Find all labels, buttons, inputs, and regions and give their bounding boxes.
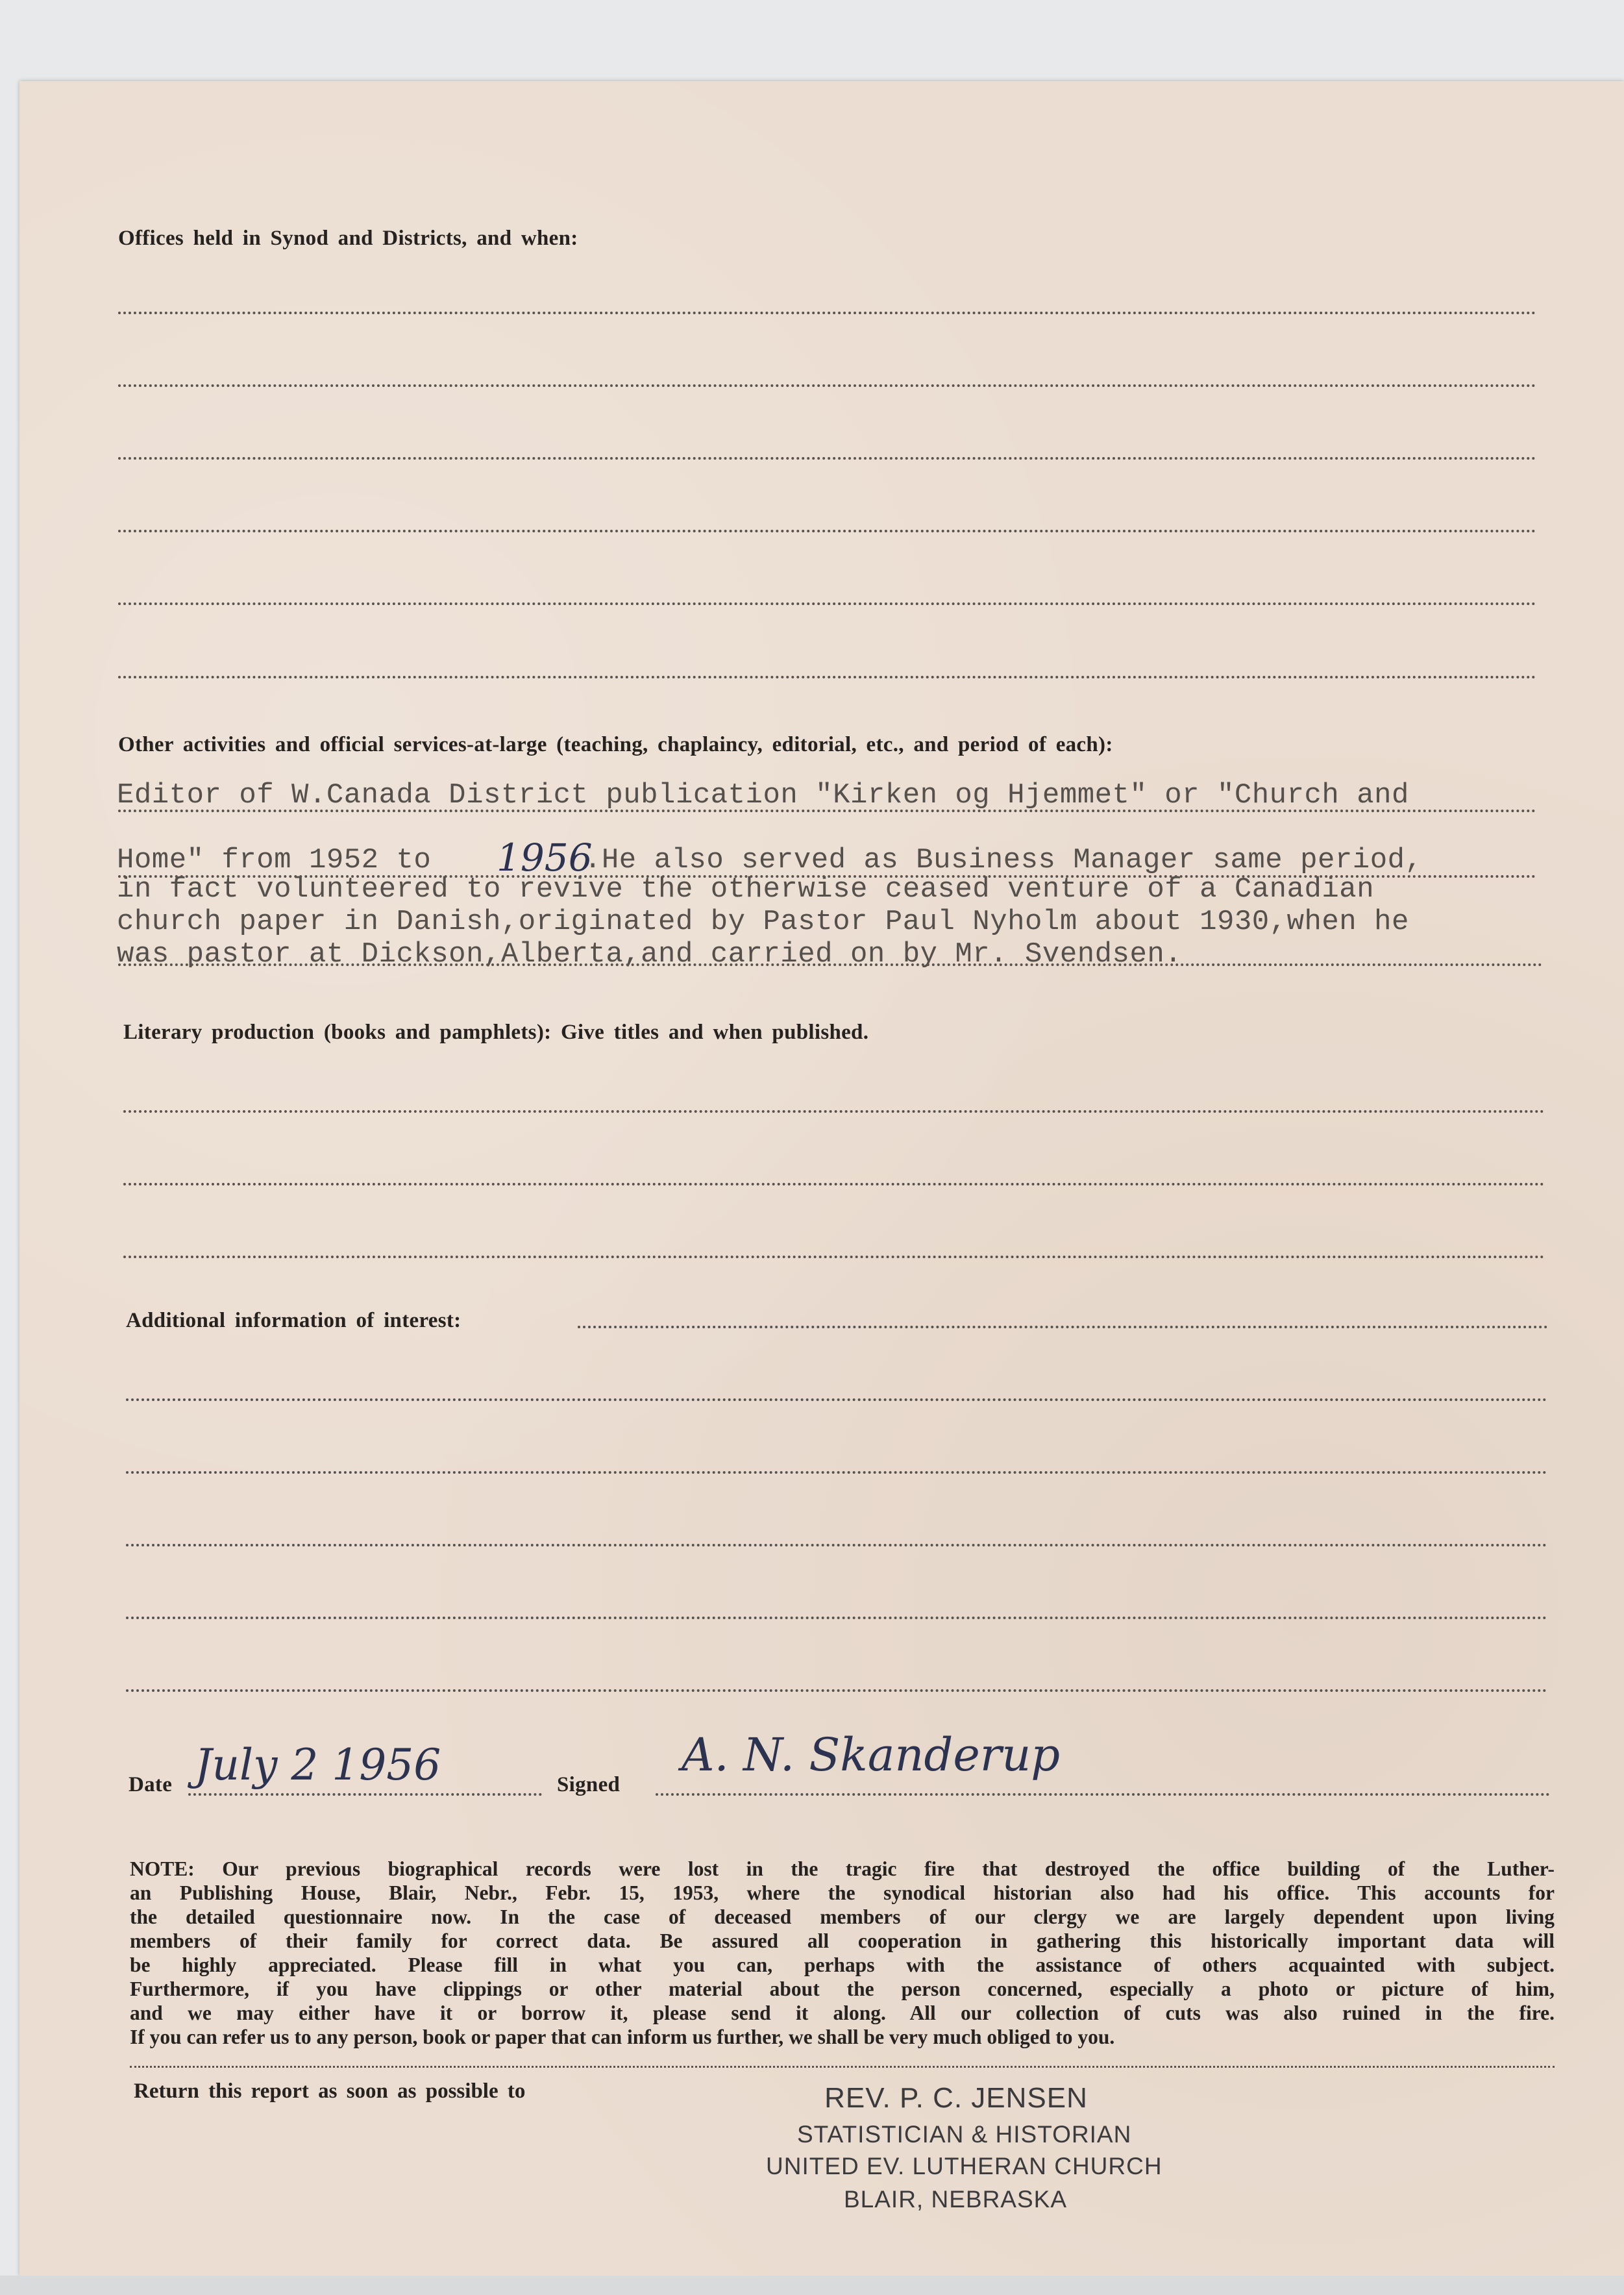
note-line-4: members of their family for correct data. Be assured all cooperation in gathering this historically important data will: [130, 1929, 1555, 1952]
date-line: [188, 1793, 542, 1796]
note-line-7: and we may either have it or borrow it, please send it along. All our collection of cuts was also ruined in the fire.: [130, 2002, 1555, 2024]
signature-handwritten[interactable]: A. N. Skanderup: [682, 1728, 1061, 1781]
literary-label: Literary production (books and pamphlets): Give titles and when published.: [123, 1021, 869, 1044]
typed-line-5: was pastor at Dickson,Alberta,and carried on by Mr. Svendsen.: [117, 938, 1183, 971]
typed-line-1: Editor of W.Canada District publication "Kirken og Hjemmet" or "Church and: [117, 779, 1409, 812]
offices-line-1[interactable]: [118, 312, 1536, 314]
activities-line-1: [118, 810, 1536, 812]
signature-line: [656, 1793, 1550, 1796]
handwritten-year: 1956: [497, 836, 593, 880]
offices-line-6[interactable]: [118, 676, 1536, 678]
additional-line-5[interactable]: [126, 1617, 1547, 1619]
typed-line-3: in fact volunteered to revive the otherwise ceased venture of a Canadian: [117, 873, 1375, 906]
offices-label: Offices held in Synod and Districts, and when:: [118, 227, 578, 250]
offices-line-4[interactable]: [118, 530, 1536, 532]
other-activities-label: Other activities and official services-at-large (teaching, chaplaincy, editorial, etc., and period of each):: [118, 733, 1113, 756]
note-line-6: Furthermore, if you have clippings or other material about the person concerned, especially a photo or picture of him,: [130, 1978, 1555, 2000]
typed-line-4: church paper in Danish,originated by Pastor Paul Nyholm about 1930,when he: [117, 906, 1409, 938]
additional-line-6[interactable]: [126, 1689, 1547, 1692]
scan-background: [0, 2276, 1624, 2295]
literary-line-3[interactable]: [123, 1256, 1545, 1258]
additional-line-4[interactable]: [126, 1544, 1547, 1546]
additional-line-3[interactable]: [126, 1471, 1547, 1474]
stamp-title: STATISTICIAN & HISTORIAN: [797, 2121, 1132, 2148]
signed-label: Signed: [557, 1773, 621, 1796]
stamp-church: UNITED EV. LUTHERAN CHURCH: [766, 2153, 1163, 2179]
note-heading: NOTE:: [130, 1857, 195, 1880]
note-line-3: the detailed questionnaire now. In the case of deceased members of our clergy we are largely dependent upon living: [130, 1905, 1555, 1928]
offices-line-5[interactable]: [118, 602, 1536, 605]
typed-line-2b: .He also served as Business Manager same period,: [584, 844, 1423, 876]
literary-line-1[interactable]: [123, 1110, 1545, 1113]
note-paragraph: [130, 1857, 1555, 2049]
return-label: Return this report as soon as possible to: [134, 2079, 526, 2103]
note-line-2: an Publishing House, Blair, Nebr., Febr. 15, 1953, where the synodical historian also had his office. This accounts for: [130, 1881, 1555, 1904]
typed-line-2a: Home" from 1952 to: [117, 844, 432, 876]
stamp-city: BLAIR, NEBRASKA: [844, 2186, 1068, 2213]
additional-label: Additional information of interest:: [126, 1309, 461, 1332]
note-line-1: NOTE: Our previous biographical records were lost in the tragic fire that destroyed the office building of the Luther-: [130, 1857, 1555, 1880]
note-line-8: If you can refer us to any person, book or paper that can inform us further, we shall be very much obliged to you.: [130, 2026, 1115, 2048]
literary-line-2[interactable]: [123, 1183, 1545, 1185]
stamp-name: REV. P. C. JENSEN: [824, 2082, 1088, 2114]
additional-line-2[interactable]: [126, 1398, 1547, 1401]
additional-line-1[interactable]: [578, 1326, 1548, 1328]
note-divider: [130, 2066, 1555, 2068]
offices-line-3[interactable]: [118, 457, 1536, 460]
date-label: Date: [129, 1773, 173, 1796]
date-handwritten[interactable]: July 2 1956: [195, 1740, 441, 1790]
note-line-5: be highly appreciated. Please fill in what you can, perhaps with the assistance of others acquainted with subject.: [130, 1954, 1555, 1976]
offices-line-2[interactable]: [118, 384, 1536, 387]
activities-line-3: [118, 963, 1543, 966]
